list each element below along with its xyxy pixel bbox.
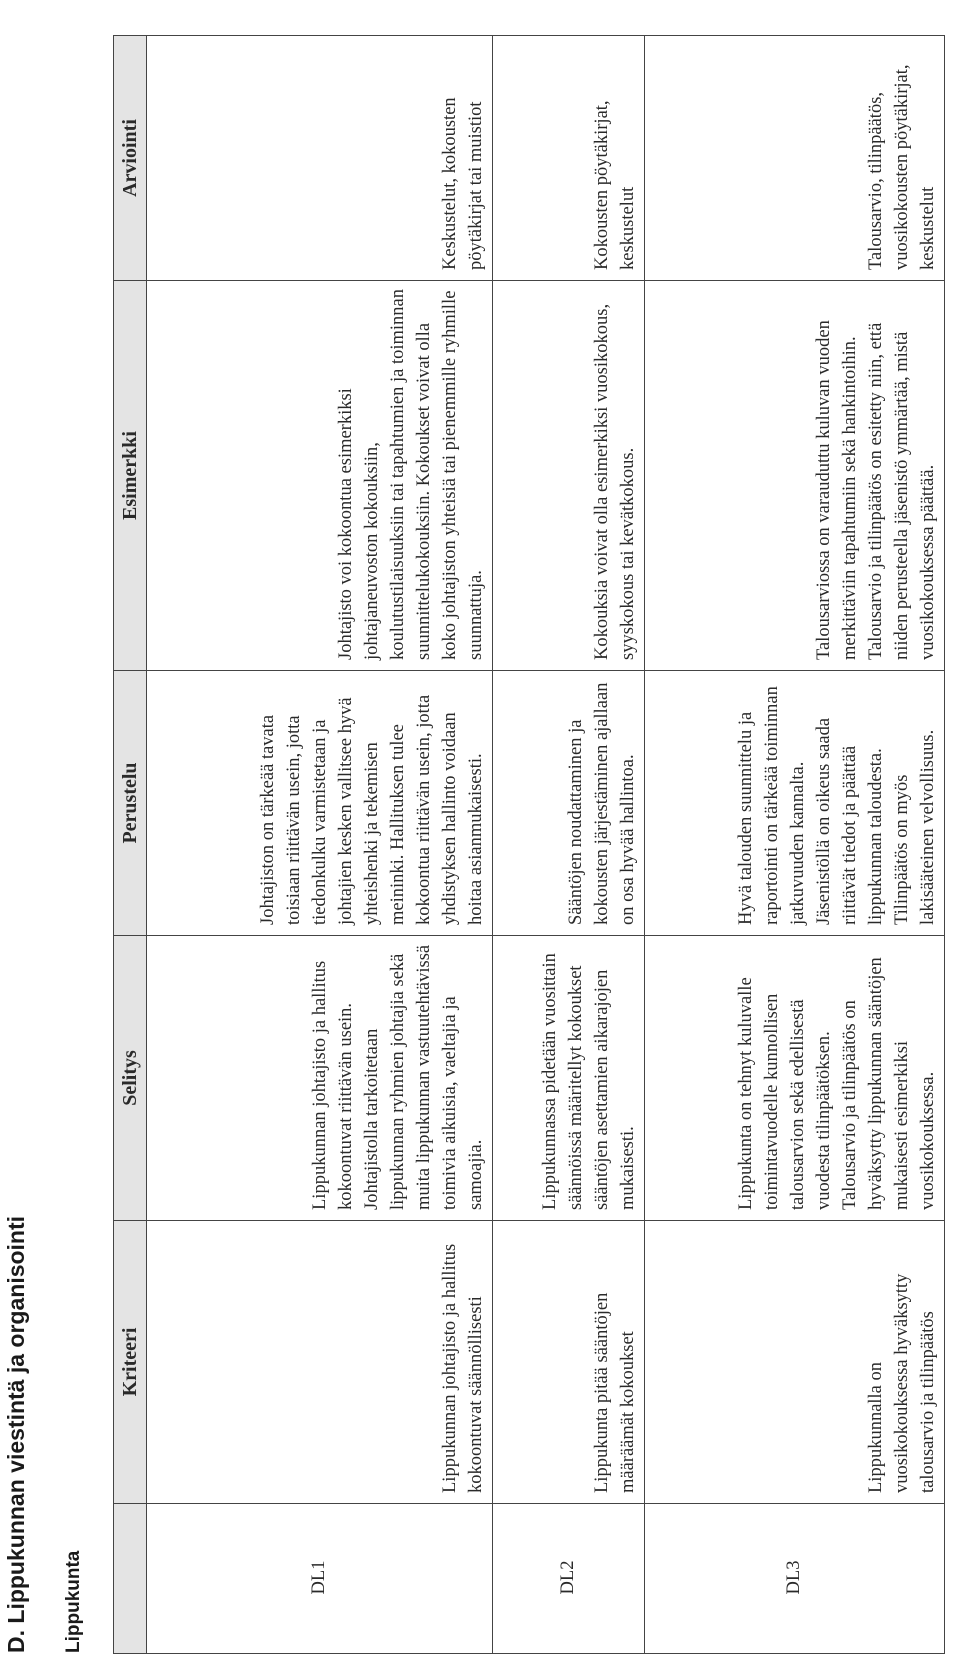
selitys-paragraph: Lippukunta on tehnyt kuluvalle toimintavuodelle kunnollisen talousarvion sekä edellisestä vuodesta tilinpäätöksen. xyxy=(736,977,834,1210)
selitys-cell xyxy=(645,936,945,1221)
table-row xyxy=(147,36,493,1654)
table-header-row xyxy=(114,36,147,1654)
perustelu-cell: Hyvä talouden suunnittelu ja raportointi on tärkeää toiminnan jatkuvuuden kannalta. Jäsenistöllä on oikeus saada riittävät tiedot ja päättää lippukunnan taloudesta. Tilinpäätös on myös lakisääteinen velvollisuus. xyxy=(645,671,945,936)
row-id-cell: DL3 xyxy=(645,1504,945,1654)
kriteeri-cell: Lippukunta pitää sääntöjen määräämät kokoukset xyxy=(493,1221,645,1504)
arviointi-cell: Keskustelut, kokousten pöytäkirjat tai muistiot xyxy=(147,36,493,281)
section-heading: D. Lippukunnan viestintä ja organisointi xyxy=(3,1215,29,1653)
row-id-cell: DL2 xyxy=(493,1504,645,1654)
selitys-paragraph: Johtajistolla tarkoitetaan lippukunnan ryhmien johtajia sekä muita lippukunnan vastuutehtävissä toimivia aikuisia, vaeltajia ja samoajia. xyxy=(362,944,486,1210)
column-header-perustelu: Perustelu xyxy=(114,671,147,936)
selitys-cell xyxy=(493,936,645,1221)
esimerkki-cell xyxy=(645,281,945,671)
subsection-heading: Lippukunta xyxy=(63,1550,84,1653)
kriteeri-cell: Lippukunnan johtajisto ja hallitus kokoontuvat säännöllisesti xyxy=(147,1221,493,1504)
table-row xyxy=(645,36,945,1654)
column-header-esimerkki: Esimerkki xyxy=(114,281,147,671)
criteria-table xyxy=(113,35,945,1654)
selitys-paragraph: Lippukunnassa pidetään vuosittain säännöissä määritellyt kokoukset sääntöjen asettamien aikarajojen mukaisesti. xyxy=(540,953,638,1210)
kriteeri-cell: Lippukunnalla on vuosikokouksessa hyväksytty talousarvio ja tilinpäätös xyxy=(645,1221,945,1504)
arviointi-cell: Talousarvio, tilinpäätös, vuosikokousten pöytäkirjat, keskustelut xyxy=(645,36,945,281)
esimerkki-paragraph: Talousarviossa on varauduttu kuluvan vuoden merkittäviin tapahtumiin sekä hankintoihin. xyxy=(814,320,860,660)
esimerkki-cell: Johtajisto voi kokoontua esimerkiksi johtajaneuvoston kokouksiin, koulutustilaisuuksiin tai tapahtumien ja toiminnan suunnittelukokouksiin. Kokoukset voivat olla koko johtajiston yhteisiä tai pienemmille ryhmille suunnattuja. xyxy=(147,281,493,671)
arviointi-cell: Kokousten pöytäkirjat, keskustelut xyxy=(493,36,645,281)
selitys-cell xyxy=(147,936,493,1221)
esimerkki-cell: Kokouksia voivat olla esimerkiksi vuosikokous, syyskokous tai kevätkokous. xyxy=(493,281,645,671)
table-row xyxy=(493,36,645,1654)
perustelu-cell: Sääntöjen noudattaminen ja kokousten järjestäminen ajallaan on osa hyvää hallintoa. xyxy=(493,671,645,936)
column-header-kriteeri: Kriteeri xyxy=(114,1221,147,1504)
esimerkki-paragraph: Talousarvio ja tilinpäätös on esitetty niin, että niiden perusteella jäsenistö ymmärtää, mistä vuosikokouksessa päättää. xyxy=(866,322,938,660)
column-header-id xyxy=(114,1504,147,1654)
selitys-paragraph: Talousarvio ja tilinpäätös on hyväksytty lippukunnan sääntöjen mukaisesti esimerkiksi vuosikokouksessa. xyxy=(840,957,938,1210)
column-header-selitys: Selitys xyxy=(114,936,147,1221)
selitys-paragraph: Lippukunnan johtajisto ja hallitus kokoontuvat riittävän usein. xyxy=(310,960,356,1210)
perustelu-cell: Johtajiston on tärkeää tavata toisiaan riittävän usein, jotta tiedonkulku varmistetaan ja johtajien kesken vallitsee hyvä yhteishenki ja tekemisen meininki. Hallituksen tulee kokoontua riittävän usein, jotta yhdistyksen hallinto voidaan hoitaa asianmukaisesti. xyxy=(147,671,493,936)
column-header-arviointi: Arviointi xyxy=(114,36,147,281)
row-id-cell: DL1 xyxy=(147,1504,493,1654)
